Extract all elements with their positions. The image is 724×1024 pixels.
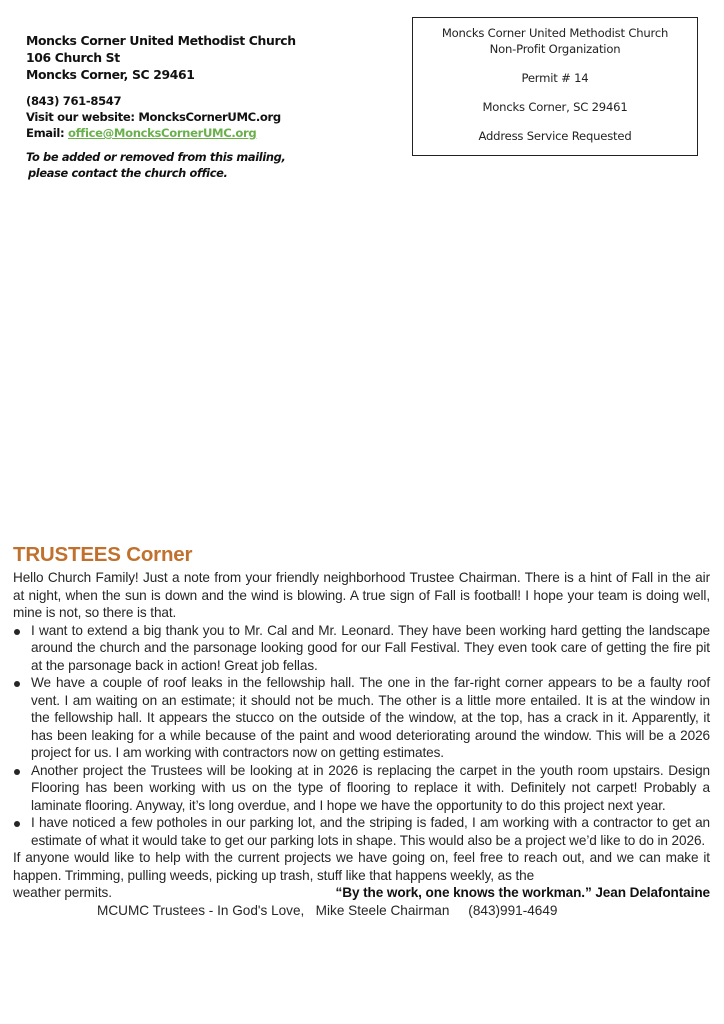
signoff-phone: (843)991-4649 xyxy=(468,902,558,918)
email-prefix: Email: xyxy=(26,126,68,140)
mailing-note-line1: To be added or removed from this mailing, xyxy=(26,150,286,164)
return-address-block xyxy=(26,32,366,181)
bullet-dot-icon xyxy=(14,769,20,775)
permit-org-name: Moncks Corner United Methodist Church xyxy=(441,26,669,40)
bullet-item: I have noticed a few potholes in our parking lot, and the striping is faded, I am working with a contractor to get an estimate of what it would take to get our parking lots in shape. This would also be a project we’d like to do in 2026. xyxy=(13,814,710,849)
postal-permit-box xyxy=(412,17,698,156)
closing-paragraph: If anyone would like to help with the current projects we have going on, feel free to reach out, and we can make it happen. Trimming, pulling weeds, picking up trash, stuff like that happens weekly, as the xyxy=(13,850,710,883)
email-link[interactable]: office@MoncksCornerUMC.org xyxy=(68,126,257,140)
return-org-name: Moncks Corner United Methodist Church xyxy=(26,33,296,48)
permit-city-state-zip: Moncks Corner, SC 29461 xyxy=(482,100,628,114)
section-title: TRUSTEES Corner xyxy=(13,543,193,566)
bullet-dot-icon xyxy=(14,629,20,635)
bullet-list xyxy=(13,622,710,850)
email-line xyxy=(26,125,366,141)
return-street: 106 Church St xyxy=(26,50,120,65)
closing-end: weather permits. xyxy=(13,885,112,900)
permit-number: Permit # 14 xyxy=(521,71,589,85)
website-prefix: Visit our website: xyxy=(26,110,139,124)
bullet-dot-icon xyxy=(14,681,20,687)
closing-last-line xyxy=(13,884,710,902)
permit-service: Address Service Requested xyxy=(478,129,632,143)
bullet-item: Another project the Trustees will be looking at in 2026 is replacing the carpet in the youth room upstairs. Design Flooring has been working with us on the type of flooring to replace it with. Definitely not carpet! Probably a laminate flooring. Anyway, it’s long overdue, and I hope we have the opportunity to do this project next year. xyxy=(13,762,710,815)
signoff-name: Mike Steele Chairman xyxy=(315,902,450,918)
intro-paragraph: Hello Church Family! Just a note from your friendly neighborhood Trustee Chairman. There is a hint of Fall in the air at night, when the sun is down and the wind is blowing. A true sign of Fall is football! I hope your team is doing well, mine is not, so there is that. xyxy=(13,570,710,620)
website-link[interactable]: MoncksCornerUMC.org xyxy=(138,110,281,124)
return-phone: (843) 761-8547 xyxy=(26,94,122,108)
signoff-group: MCUMC Trustees - In God's Love, xyxy=(97,902,305,918)
return-city-state-zip: Moncks Corner, SC 29461 xyxy=(26,67,195,82)
bullet-dot-icon xyxy=(14,821,20,827)
bullet-item: We have a couple of roof leaks in the fellowship hall. The one in the far-right corner appears to be a faulty roof vent. I am waiting on an estimate; it should not be much. The other is a little more entailed. It is at the window in the fellowship hall. It appears the stucco on the outside of the window, at the top, has a crack in it. Apparently, it has been leaking for a while because of the paint and wood deteriorating around the window. This will be a 2026 project for us. I am working with contractors now on getting estimates. xyxy=(13,674,710,762)
website-line xyxy=(26,109,366,125)
bullet-item: I want to extend a big thank you to Mr. Cal and Mr. Leonard. They have been working hard getting the landscape around the church and the parsonage looking good for our Fall Festival. They even took care of getting the fire pit at the parsonage back in action! Great job fellas. xyxy=(13,622,710,675)
signoff xyxy=(13,902,710,920)
permit-org-type: Non-Profit Organization xyxy=(489,42,621,56)
trustees-corner-section xyxy=(13,541,710,919)
mailing-note-line2: please contact the church office. xyxy=(28,165,228,180)
mailing-note xyxy=(26,150,366,181)
quote: “By the work, one knows the workman.” Jean Delafontaine xyxy=(335,885,710,900)
